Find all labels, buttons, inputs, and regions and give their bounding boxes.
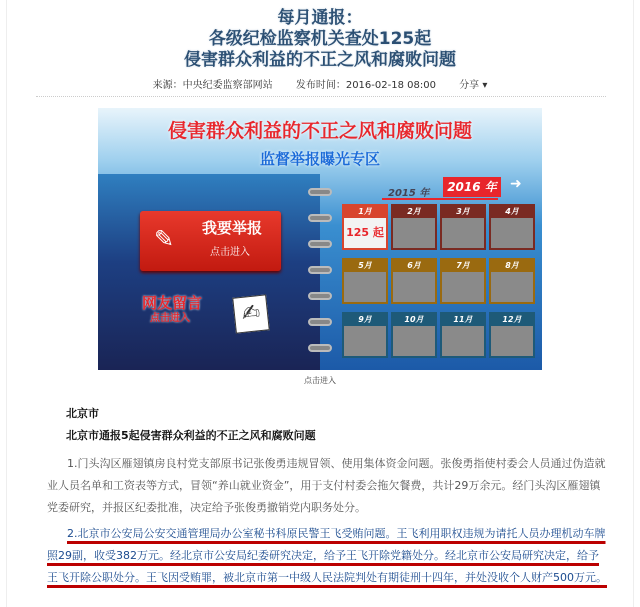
banner-caption: 点击进入	[304, 376, 336, 385]
month-cell[interactable]	[489, 258, 535, 304]
article-meta	[0, 76, 640, 91]
month-label: 3月	[456, 207, 470, 216]
year-underline	[382, 198, 498, 200]
month-label: 8月	[505, 261, 519, 270]
banner-left-panel	[98, 174, 320, 370]
month-label: 1月	[358, 207, 372, 216]
article-body	[47, 403, 607, 589]
month-box	[442, 218, 484, 248]
month-label: 4月	[505, 207, 519, 216]
month-label: 5月	[358, 261, 372, 270]
month-label: 12月	[502, 315, 522, 324]
month-cell[interactable]	[440, 312, 486, 358]
notepad-pen-icon: ✍	[232, 294, 270, 333]
binder-ring	[308, 266, 332, 274]
month-cell[interactable]	[342, 312, 388, 358]
article-title	[0, 8, 640, 71]
binder-ring	[308, 214, 332, 222]
month-cell[interactable]	[342, 204, 388, 250]
month-label: 2月	[407, 207, 421, 216]
month-box	[344, 326, 386, 356]
banner-subtitle: 监督举报曝光专区	[259, 150, 380, 168]
binder-ring	[308, 344, 332, 352]
month-box	[491, 326, 533, 356]
book-pen-icon: ✎	[154, 225, 175, 253]
month-cell[interactable]	[391, 204, 437, 250]
month-label: 9月	[358, 315, 372, 324]
month-label: 10月	[404, 315, 424, 324]
message-sub: 点击进入	[150, 313, 190, 324]
month-cell[interactable]	[440, 204, 486, 250]
month-box	[491, 272, 533, 302]
title-line: 各级纪检监察机关查处125起	[208, 29, 432, 49]
divider	[36, 96, 606, 97]
month-box	[344, 218, 386, 248]
message-button[interactable]	[142, 294, 202, 325]
publish-time: 发布时间：2016-02-18 08:00	[295, 80, 436, 91]
report-button[interactable]	[140, 211, 281, 271]
year-2015-tab[interactable]: 2015 年	[388, 188, 430, 199]
binder-ring	[308, 240, 332, 248]
month-count: 125 起	[346, 226, 384, 239]
month-cell[interactable]	[489, 312, 535, 358]
arrow-right-icon: ➜	[510, 176, 522, 192]
report-sub: 点击进入	[210, 247, 250, 258]
title-line: 侵害群众利益的不正之风和腐败问题	[184, 50, 456, 70]
month-cell[interactable]	[342, 258, 388, 304]
share-button[interactable]: 分享 ▾	[459, 80, 488, 91]
paragraph-2: 2.北京市公安局公安交通管理局办公室秘书科原民警王飞受贿问题。王飞利用职权违规为请托人员办理机动车牌照29副，收受382万元。经北京市公安局纪委研究决定，给予王飞开除党籍处分。经北京市公安局研究决定，给予王飞开除公职处分。王飞因受贿罪，被北京市第一中级人民法院判处有期徒刑十四年，并处没收个人财产500万元。	[47, 527, 607, 584]
month-label: 6月	[407, 261, 421, 270]
region-heading: 北京市	[66, 407, 99, 420]
paragraph-1: 1.门头沟区雁翅镇房良村党支部原书记张俊勇违规冒领、使用集体资金问题。张俊勇指使村委会人员通过伪造就业人员名单和工资表等方式，冒领“养山就业资金”，用于支付村委会拖欠餐费，共计29万余元。经门头沟区雁翅镇党委研究，并报区纪委批准，决定给予张俊勇撤销党内职务处分。	[47, 457, 606, 514]
report-banner[interactable]	[98, 108, 542, 370]
month-box	[344, 272, 386, 302]
month-box	[393, 272, 435, 302]
source: 来源：中央纪委监察部网站	[152, 80, 273, 91]
month-box	[491, 218, 533, 248]
month-box	[393, 218, 435, 248]
title-line: 每月通报：	[277, 8, 363, 28]
month-box	[442, 272, 484, 302]
month-label: 11月	[453, 315, 473, 324]
message-label: 网友留言	[142, 294, 203, 312]
month-label: 7月	[456, 261, 470, 270]
binder-ring	[308, 292, 332, 300]
month-cell[interactable]	[391, 258, 437, 304]
report-label: 我要举报	[202, 219, 263, 237]
banner-title: 侵害群众利益的不正之风和腐败问题	[167, 120, 472, 142]
month-cell[interactable]	[489, 204, 535, 250]
binder-ring	[308, 318, 332, 326]
year-2016-tab[interactable]: 2016 年	[443, 177, 501, 197]
month-cell[interactable]	[440, 258, 486, 304]
month-box	[442, 326, 484, 356]
month-cell[interactable]	[391, 312, 437, 358]
section-heading: 北京市通报5起侵害群众利益的不正之风和腐败问题	[66, 429, 316, 442]
month-box	[393, 326, 435, 356]
binder-ring	[308, 188, 332, 196]
